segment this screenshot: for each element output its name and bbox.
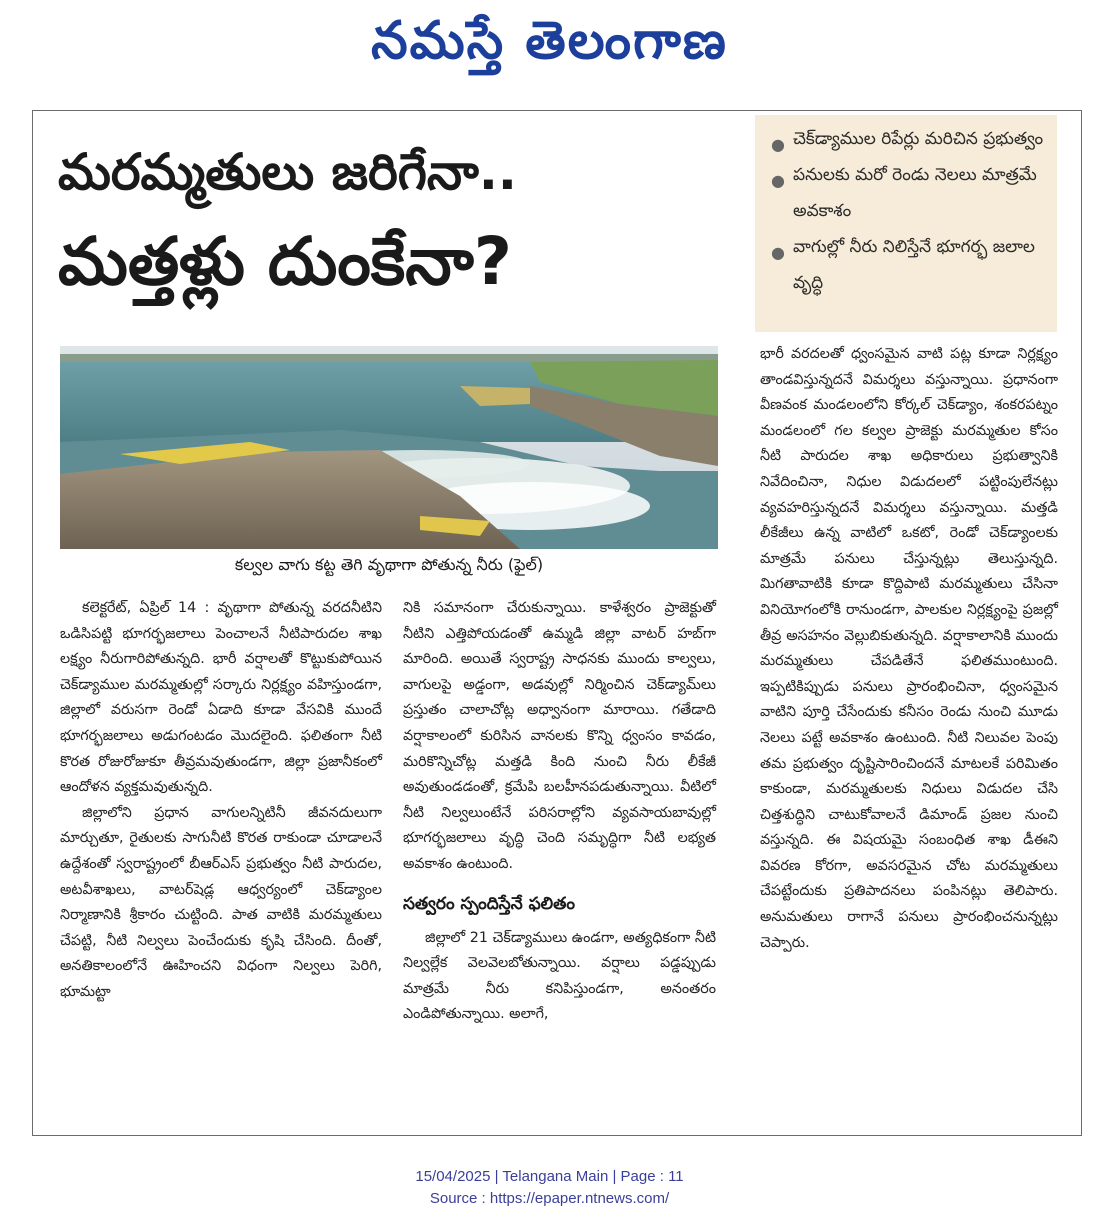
bullet-icon: ● bbox=[771, 171, 785, 190]
bullet-icon: ● bbox=[771, 243, 785, 262]
article-paragraph: నికి సమానంగా చేరుకున్నాయి. కాళేశ్వరం ప్రాజెక్టుతో నీటిని ఎత్తిపోయడంతో ఉమ్మడి జిల్లా వాటర్ హబ్‌గా మారింది. అయితే స్వరాష్ట్ర సాధనకు ముందు కాల్వలు, వాగులపై అడ్డంగా, అడవుల్లో నిర్మించిన చెక్‌డ్యామ్‌లు ప్రస్తుతం చాలాచోట్ల అధ్వానంగా మారాయి. గతేడాది వర్షాకాలంలో కురిసిన వానలకు కొన్ని ధ్వంసం కావడం, మరికొన్నిచోట్ల మత్తడి కింది నుంచి నీరు లీకేజీ అవుతుండడంతో, క్రమేపి బలహీనపడుతున్నాయి. వీటిలో నీటి నిల్వలుంటేనే పరిసరాల్లోని వ్యవసాయబావుల్లో భూగర్భజలాలు వృద్ధి చెంది సమృద్ధిగా నీటి లభ్యత అవకాశం ఉంటుంది. bbox=[403, 600, 716, 872]
newspaper-masthead bbox=[0, 6, 1099, 76]
article-paragraph: జిల్లాలో 21 చెక్‌డ్యాములు ఉండగా, అత్యధికంగా నీటి నిల్వల్లేక వెలవెలబోతున్నాయి. వర్షాలు పడ్డప్పుడు మాత్రమే నీరు కనిపిస్తుండగా, అనంతరం ఎండిపోతున్నాయి. అలాగే, bbox=[403, 929, 716, 1023]
article-paragraph: జిల్లాలోని ప్రధాన వాగులన్నిటినీ జీవనదులుగా మార్చుతూ, రైతులకు సాగునీటి కొరత రాకుండా చూడాలనే ఉద్దేశంతో స్వరాష్ట్రంలో బీఆర్‌ఎస్ ప్రభుత్వం నీటి పారుదల, అటవీశాఖలు, వాటర్‌షెడ్ల ఆధ్వర్యంలో చెక్‌డ్యాంల నిర్మాణానికి శ్రీకారం చుట్టింది. పాత వాటికి మరమ్మతులు చేపట్టి, నీటి నిల్వలు పెంచేందుకు కృషి చేసింది. దీంతో, అనతికాలంలోనే ఊహించని విధంగా నిల్వలు పెరిగి, భూమట్టా bbox=[60, 804, 382, 1000]
photo-caption: కల్వల వాగు కట్ట తెగి వృథాగా పోతున్న నీరు (ఫైల్) bbox=[234, 555, 544, 574]
river-photo bbox=[60, 346, 718, 549]
highlights-list bbox=[765, 121, 1047, 301]
article-column-1 bbox=[60, 596, 382, 1006]
masthead-title: నమస్తే తెలంగాణ bbox=[371, 10, 728, 71]
headline-line-1: మరమ్మతులు జరిగేనా.. bbox=[58, 143, 517, 201]
article-column-3 bbox=[760, 342, 1058, 956]
article-paragraph: కలెక్టరేట్, ఏప్రిల్ 14 : వృథాగా పోతున్న వరదనీటిని ఒడిసిపట్టి భూగర్భజలాలు పెంచాలనే నీటిపారుదల శాఖ లక్ష్యం నీరుగారిపోతున్నది. భారీ వర్షాలతో కొట్టుకుపోయిన చెక్‌డ్యాముల మరమ్మతుల్లో సర్కారు నిర్లక్ష్యం వహిస్తుండగా, జిల్లాలో వరుసగా రెండో ఏడాది కూడా వేసవికి ముందే భూగర్భజలాలు అడుగంటడం మొదలైంది. ఫలితంగా నీటి కొరత రోజురోజుకూ తీవ్రమవుతుండగా, జిల్లా ప్రజానీకంలో ఆందోళన వ్యక్తమవుతున్నది. bbox=[60, 600, 382, 796]
footer-source: Source : https://epaper.ntnews.com/ bbox=[429, 1190, 670, 1207]
footer-edition-info: 15/04/2025 | Telangana Main | Page : 11 bbox=[415, 1168, 684, 1185]
article-subheading: సత్వరం స్పందిస్తేనే ఫలితం bbox=[403, 893, 575, 914]
river-photo-image bbox=[60, 346, 718, 549]
article-paragraph: భారీ వరదలతో ధ్వంసమైన వాటి పట్ల కూడా నిర్లక్ష్యం తాండవిస్తున్నదనే విమర్శలు వస్తున్నాయి. ప్రధానంగా వీణవంక మండలంలోని కోర్కల్ చెక్‌డ్యాం, శంకరపట్నం మండలంలో గల కల్వల ప్రాజెక్టు మరమ్మతుల కోసం నీటి పారుదల శాఖ అధికారులు ప్రభుత్వానికి నివేదించినా, నిధుల విడుదలలో పట్టింపులేనట్లు వ్యవహరిస్తున్నదనే విమర్శలు వస్తున్నాయి. మత్తడి లీకేజీలు ఉన్న వాటిలో ఒకటో, రెండో చెక్‌డ్యాంలకు మాత్రమే పనులు చేస్తున్నట్లు తెలుస్తున్నది. మిగతావాటికి కూడా కొద్దిపాటి మరమ్మతులు చేసినా వినియోగంలోకి రానుండగా, పాలకుల నిర్లక్ష్యంపై ప్రజల్లో తీవ్ర అసహనం వెల్లుబికుతున్నది. వర్షాకాలానికి ముందు మరమ్మతులు చేపడితేనే ఫలితముంటుంది. ఇప్పటికిప్పుడు పనులు ప్రారంభించినా, ధ్వంసమైన వాటిని పూర్తి చేసేందుకు కనీసం రెండు నుంచి మూడు నెలలు పట్టే అవకాశం ఉంటుంది. నీటి నిలువల పెంపు తమ ప్రభుత్వం దృష్టిసారించిందనే మాటలకే పరిమితం కాకుండా, మరమ్మతులకు నిధులు విడుదల చేసి చిత్తశుద్ధిని చాటుకోవాలనే డిమాండ్ ప్రజల నుంచి వస్తున్నది. ఈ విషయమై సంబంధిత శాఖ డీఈని వివరణ కోరగా, అవసరమైన చోట మరమ్మతులు చేపట్టేందుకు ప్రతిపాదనలు పంపినట్లు తెలిపారు. అనుమతులు రాగానే పనులు ప్రారంభించనున్నట్లు చెప్పారు. bbox=[760, 346, 1058, 951]
article-column-2 bbox=[403, 596, 716, 1028]
bullet-icon: ● bbox=[771, 135, 785, 154]
highlights-box bbox=[755, 115, 1057, 332]
headline-line-2: మత్తళ్లు దుంకేనా? bbox=[58, 223, 513, 300]
highlight-item: ● వాగుల్లో నీరు నిలిస్తేనే భూగర్భ జలాల వృద్ధి bbox=[771, 237, 1035, 293]
highlight-item: ● చెక్‌డ్యాముల రిపేర్లు మరిచిన ప్రభుత్వం bbox=[765, 121, 1047, 157]
highlight-item: ● పనులకు మరో రెండు నెలలు మాత్రమే అవకాశం bbox=[771, 165, 1037, 221]
